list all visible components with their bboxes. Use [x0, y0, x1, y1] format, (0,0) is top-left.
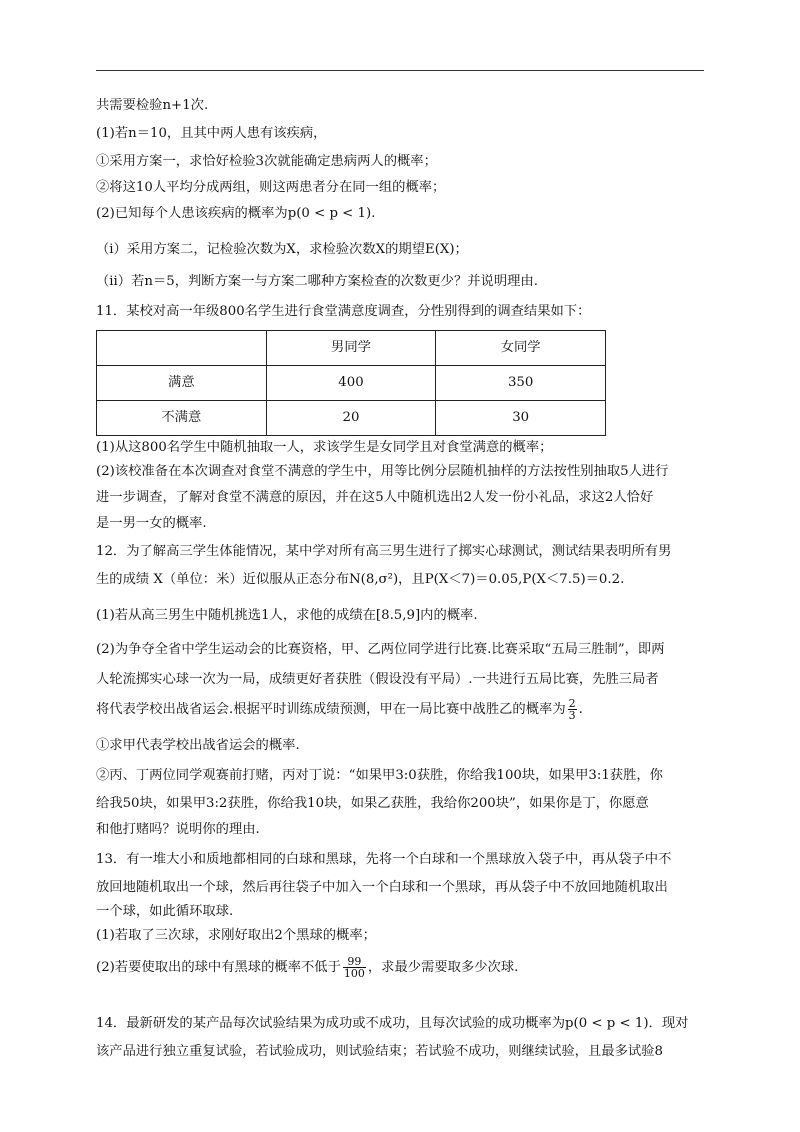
- question-14-stem: 14．最新研发的某产品每次试验结果为成功或不成功，且每次试验的成功概率为p(0 < p < 1)．现对: [96, 1016, 689, 1031]
- text-line: ②丙、丁两位同学观赛前打赌，丙对丁说：“如果甲3:0获胜，你给我100块，如果甲3:1获胜，你: [96, 768, 663, 783]
- table-cell: [97, 331, 267, 366]
- text-line: (1)若取了三次球，求刚好取出2个黑球的概率；: [96, 928, 376, 943]
- fraction-denominator: 3: [568, 709, 576, 722]
- text-line: (2)已知每个人患该疾病的概率为p(0 < p < 1).: [96, 206, 376, 221]
- text-line: (1)若从高三男生中随机挑选1人，求他的成绩在[8.5,9]内的概率.: [96, 608, 478, 623]
- text-line: 生的成绩 X（单位：米）近似服从正态分布N(8,σ²)，且P(X＜7)＝0.05,P(X＜7.5)＝0.2.: [96, 572, 625, 587]
- header-rule: [96, 70, 704, 71]
- fraction-numerator: 2: [568, 697, 576, 710]
- text-line: 和他打赌吗？说明你的理由.: [96, 822, 260, 837]
- table-cell: 350: [436, 366, 606, 401]
- text-line: 进一步调查，了解对食堂不满意的原因，并在这5人中随机选出2人发一份小礼品，求这2人恰好: [96, 490, 654, 505]
- text-segment: (2)若要使取出的球中有黑球的概率不低于: [96, 960, 341, 975]
- table-header-cell: 女同学: [436, 331, 606, 366]
- text-line: (1)若n＝10，且其中两人患有该疾病，: [96, 126, 327, 141]
- text-line: [96, 698, 583, 721]
- table-row-label: 满意: [97, 366, 267, 401]
- fraction-numerator: 99: [343, 956, 366, 968]
- text-line: (2)该校准备在本次调查对食堂不满意的学生中，用等比例分层随机抽样的方法按性别抽取5人进行: [96, 464, 669, 479]
- text-line: (2)为争夺全省中学生运动会的比赛资格，甲、乙两位同学进行比赛.比赛采取“五局三胜制”，即两: [96, 642, 665, 657]
- question-12-stem: 12．为了解高三学生体能情况，某中学对所有高三男生进行了掷实心球测试，测试结果表明所有男: [96, 544, 672, 559]
- table-row: [97, 401, 606, 436]
- table-header-cell: 男同学: [266, 331, 436, 366]
- text-segment: 将代表学校出战省运会.根据平时训练成绩预测，甲在一局比赛中战胜乙的概率为: [96, 702, 566, 717]
- text-line: (1)从这800名学生中随机抽取一人，求该学生是女同学且对食堂满意的概率；: [96, 440, 553, 455]
- question-11-stem: 11．某校对高一年级800名学生进行食堂满意度调查，分性别得到的调查结果如下：: [96, 304, 591, 319]
- text-segment: .: [578, 702, 583, 717]
- text-line: 放回地随机取出一个球，然后再往袋子中加入一个白球和一个黑球，再从袋子中不放回地随机取出: [96, 880, 668, 895]
- text-segment: ，求最少需要取多少次球.: [367, 960, 519, 975]
- text-line: （ii）若n＝5，判断方案一与方案二哪种方案检查的次数更少？并说明理由.: [96, 274, 538, 289]
- text-line: 人轮流掷实心球一次为一局，成绩更好者获胜（假设没有平局）.一共进行五局比赛，先胜三局者: [96, 672, 659, 687]
- text-line: 一个球，如此循环取球.: [96, 904, 234, 919]
- question-13-stem: 13．有一堆大小和质地都相同的白球和黑球，先将一个白球和一个黑球放入袋子中，再从袋子中不: [96, 852, 672, 867]
- survey-table: [96, 330, 606, 436]
- table-cell: 20: [266, 401, 436, 436]
- text-line: [96, 956, 518, 979]
- table-row: [97, 366, 606, 401]
- fraction-denominator: 100: [343, 967, 365, 980]
- text-line: ①采用方案一，求恰好检验3次就能确定患病两人的概率；: [96, 154, 437, 169]
- text-line: ②将这10人平均分成两组，则这两患者分在同一组的概率；: [96, 180, 446, 195]
- text-line: 共需要检验n+1次.: [96, 98, 209, 113]
- table-header-row: [97, 331, 606, 366]
- fraction: [343, 956, 366, 979]
- table-row-label: 不满意: [97, 401, 267, 436]
- table-cell: 30: [436, 401, 606, 436]
- text-line: 该产品进行独立重复试验，若试验成功，则试验结束；若试验不成功，则继续试验，且最多试验8: [96, 1044, 663, 1059]
- text-line: 是一男一女的概率.: [96, 516, 207, 531]
- text-line: 给我50块，如果甲3:2获胜，你给我10块，如果乙获胜，我给你200块”，如果你是丁，你愿意: [96, 796, 649, 811]
- fraction: [568, 698, 577, 721]
- table-cell: 400: [266, 366, 436, 401]
- text-line: （i）采用方案二，记检验次数为X，求检验次数X的期望E(X)；: [96, 242, 468, 257]
- text-line: ①求甲代表学校出战省运会的概率.: [96, 738, 300, 753]
